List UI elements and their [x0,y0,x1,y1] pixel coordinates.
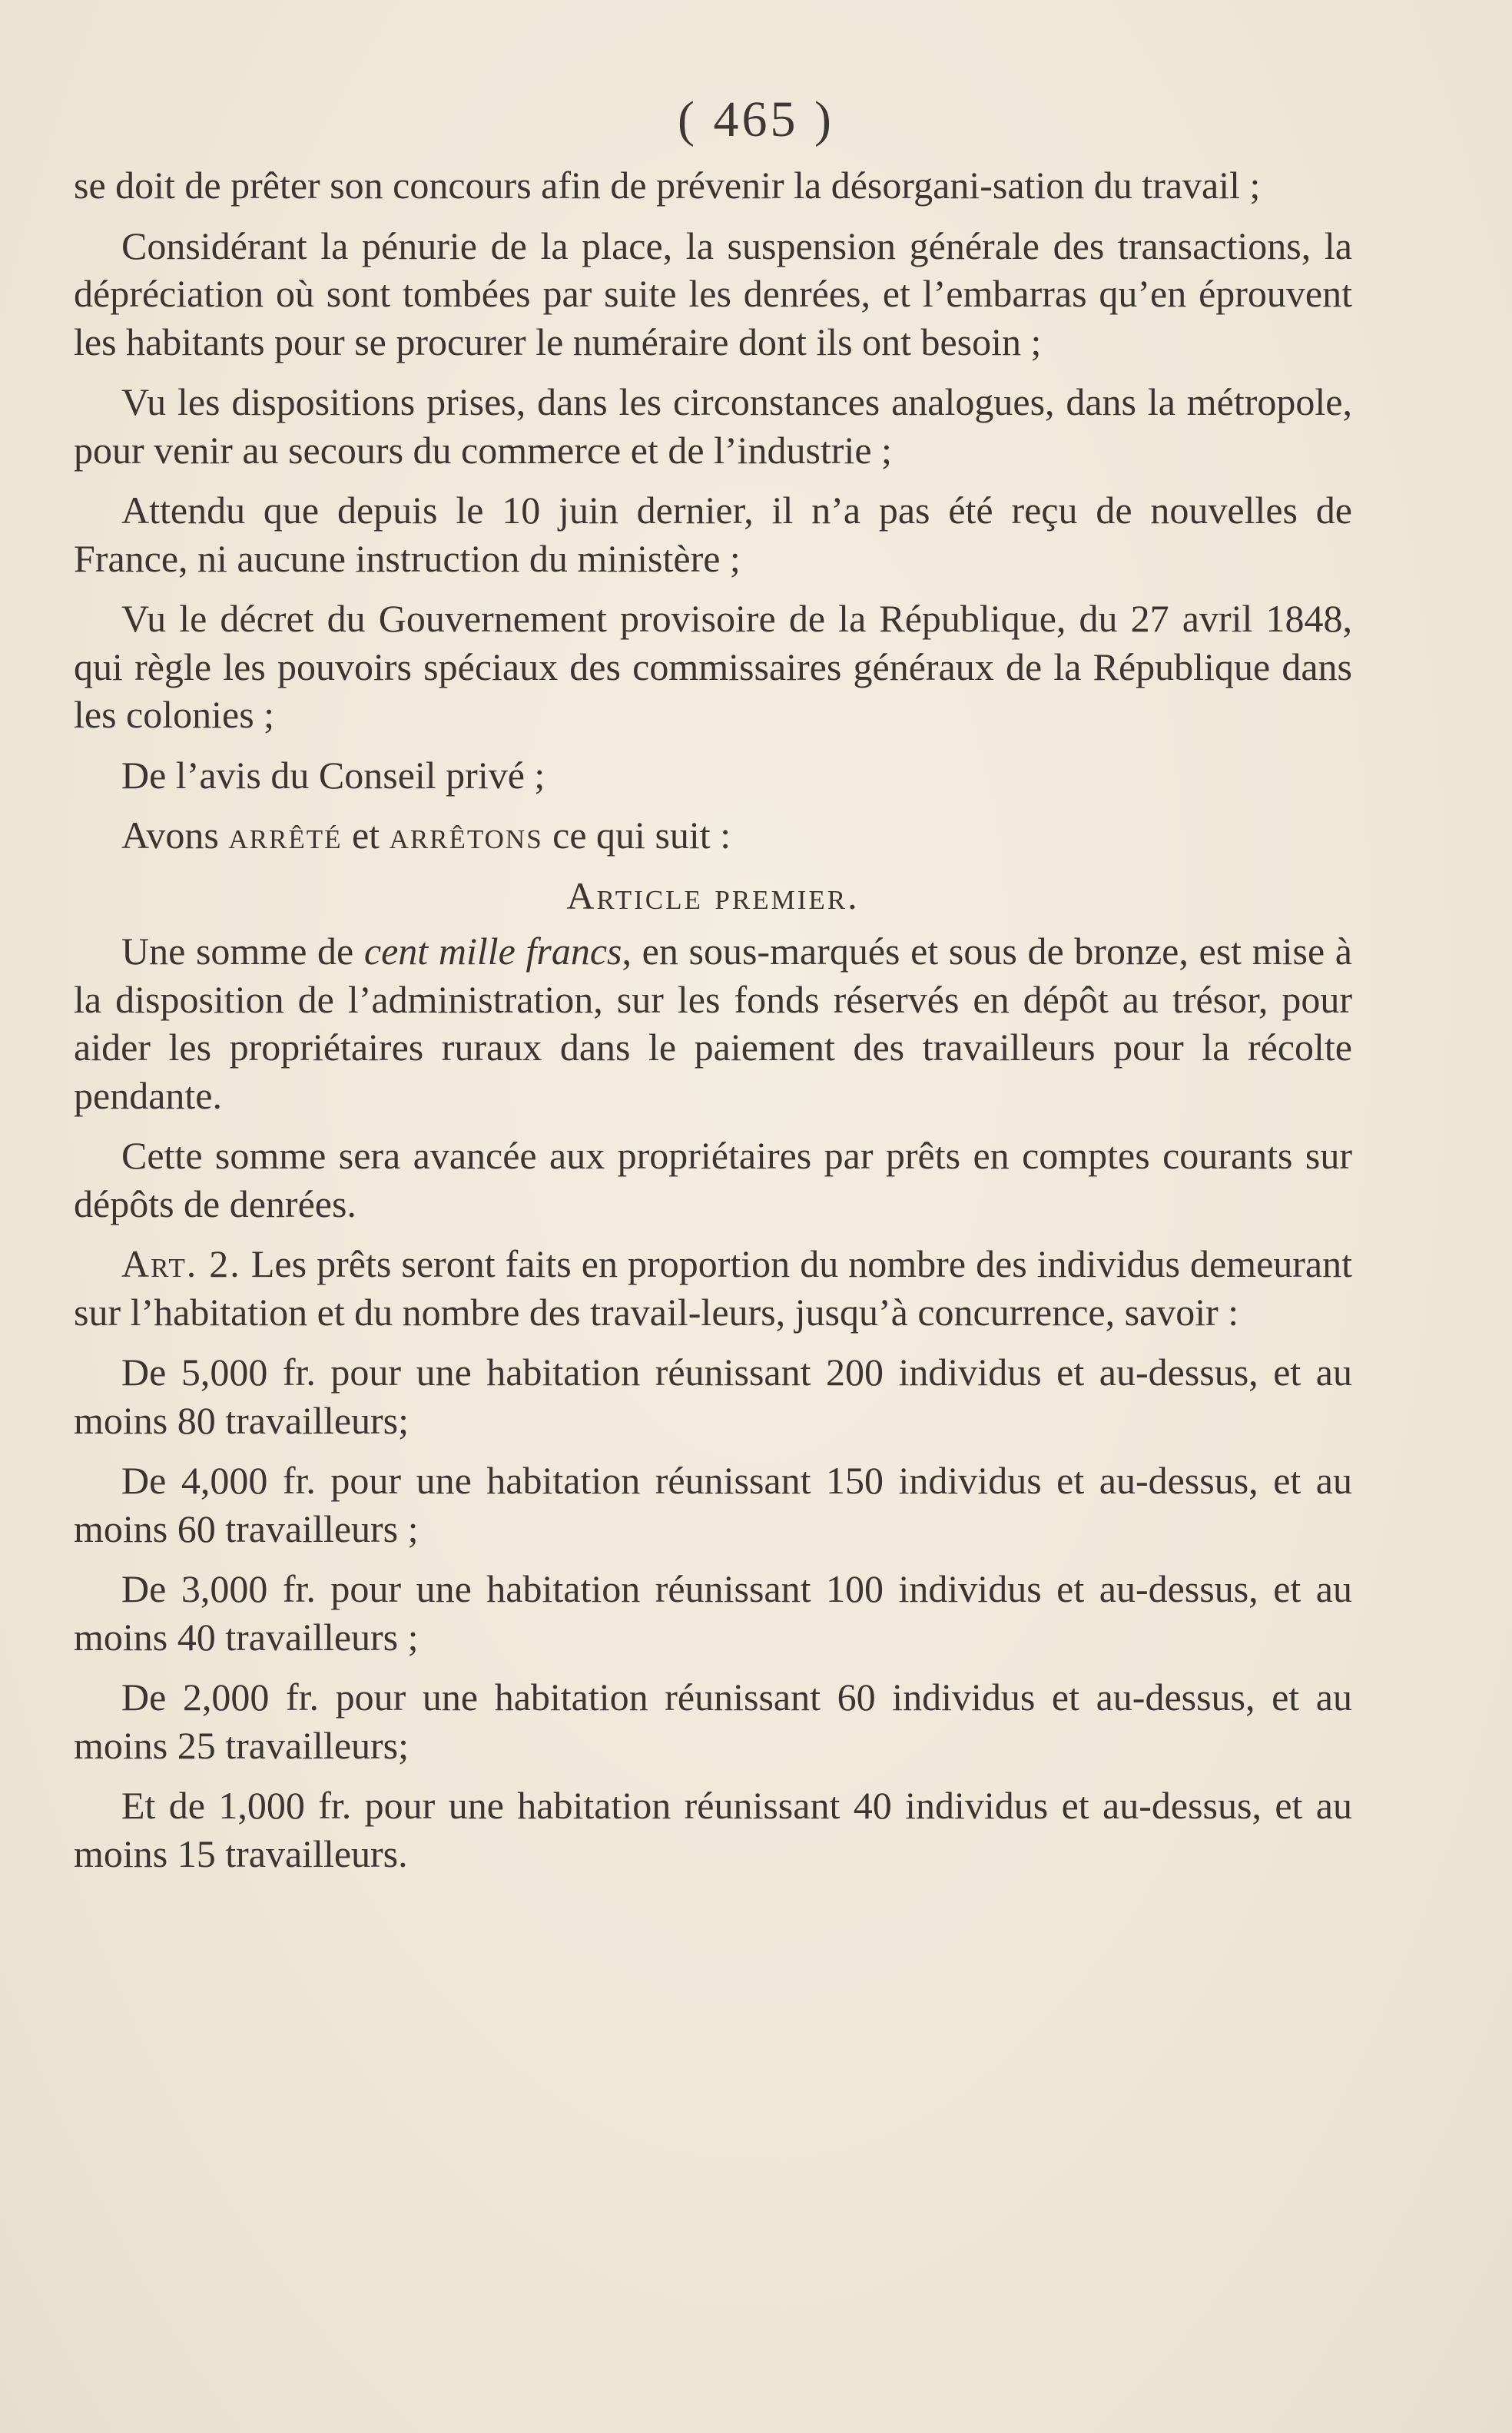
paragraph: Vu le décret du Gouvernement provisoire de la République, du 27 avril 1848, qui règle les pouvoirs spéciaux des commissaires généraux de la République dans les colonies ; [74,597,1352,736]
paragraph: De 3,000 fr. pour une habitation réunissant 100 individus et au-dessus, et au moins 40 travailleurs ; [74,1567,1352,1659]
article-label: Art. 2. [121,1242,241,1285]
formula-word: arrêtons [389,814,543,857]
formula-word: et [351,814,380,857]
italic-amount: cent mille francs [363,930,622,973]
paragraph [74,1240,1352,1336]
paragraph: De 4,000 fr. pour une habitation réunissant 150 individus et au-dessus, et au moins 60 travailleurs ; [74,1459,1352,1550]
paragraph: De 5,000 fr. pour une habitation réunissant 200 individus et au-dessus, et au moins 80 travailleurs; [74,1351,1352,1442]
formula-word: ce qui suit : [552,814,731,857]
paragraph: De l’avis du Conseil privé ; [121,753,545,797]
paragraph [74,927,1352,1119]
paragraph: Attendu que depuis le 10 juin dernier, il n’a pas été reçu de nouvelles de France, ni aucune instruction du ministère ; [74,489,1352,580]
text-run: , en sous-marqués et sous de bronze, est mise à la disposition de l’administration, sur les fonds réservés en dépôt au trésor, pour aider les propriétaires ruraux dans le paiement des travailleurs pour la récolte pendante. [74,930,1352,1117]
page-number: ( 465 ) [678,91,834,148]
paragraph: se doit de prêter son concours afin de prévenir la désorgani-sation du travail ; [74,164,1261,207]
article-heading: Article premier. [566,873,860,917]
paragraph: Et de 1,000 fr. pour une habitation réunissant 40 individus et au-dessus, et au moins 15 travailleurs. [74,1784,1352,1875]
formula-word: Avons [121,814,219,857]
decree-formula [74,811,1352,860]
paragraph: Vu les dispositions prises, dans les circonstances analogues, dans la métropole, pour venir au secours du commerce et de l’industrie ; [74,380,1352,472]
formula-word: arrêté [228,814,343,857]
paragraph: Cette somme sera avancée aux propriétaires par prêts en comptes courants sur dépôts de denrées. [74,1134,1352,1225]
paragraph: De 2,000 fr. pour une habitation réunissant 60 individus et au-dessus, et au moins 25 travailleurs; [74,1676,1352,1767]
text-run: Les prêts seront faits en proportion du nombre des individus demeurant sur l’habitation et du nombre des travail-leurs, jusqu’à concurrence, savoir : [74,1242,1353,1334]
paragraph: Considérant la pénurie de la place, la suspension générale des transactions, la dépréciation où sont tombées par suite les denrées, et l’embarras qu’en éprouvent les habitants pour se procurer le numéraire dont ils ont besoin ; [74,224,1352,363]
text-run: Une somme de [121,930,354,973]
page-body [74,161,1352,1890]
